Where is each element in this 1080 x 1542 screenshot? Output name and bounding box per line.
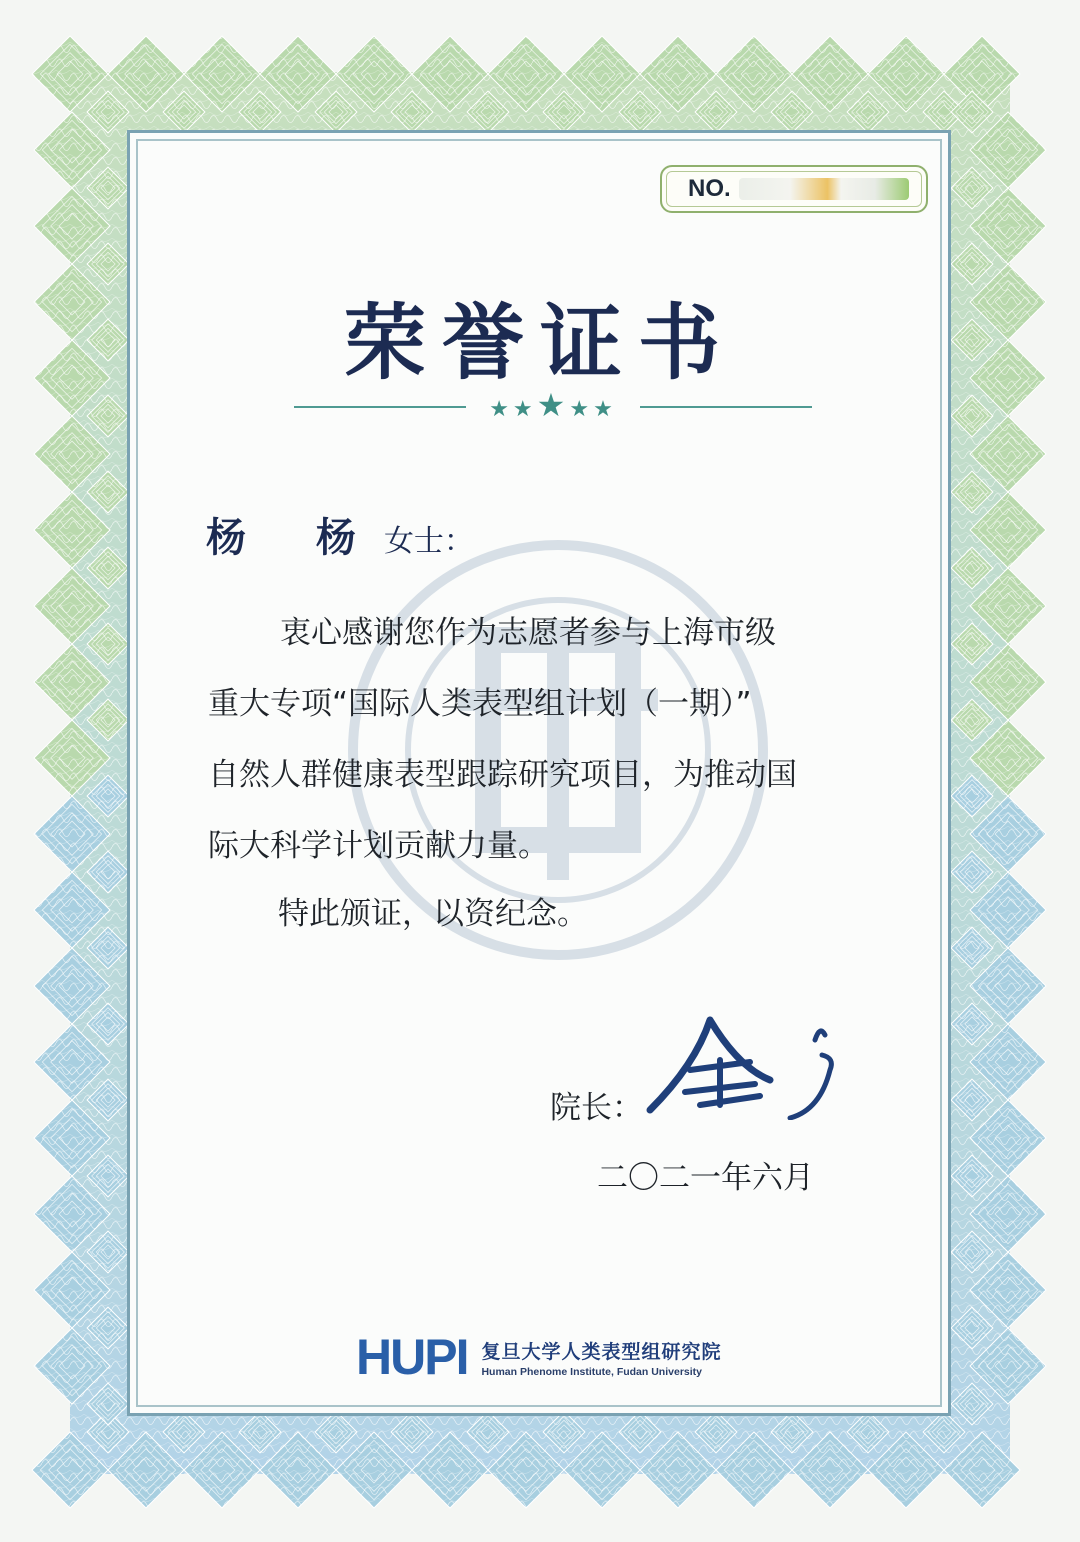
certificate-number-redacted [739,178,909,200]
body-line: 衷心感谢您作为志愿者参与上海市级 [280,615,776,651]
certificate-number-box [660,165,928,213]
star-icon: ★ [536,386,570,424]
president-label: 院长： [550,1090,643,1126]
star-icon: ★ [489,397,513,422]
institute-name-cn: 复旦大学人类表型组研究院 [481,1340,722,1363]
recipient-salutation [206,506,474,563]
certificate-closing: 特此颁证，以资纪念。 [278,896,588,932]
certificate-title: 荣誉证书 [343,295,736,391]
institute-logo-mark: HUPI [356,1329,468,1385]
divider-line-left [294,406,466,408]
divider-line-right [640,406,812,408]
institute-name-en: Human Phenome Institute, Fudan University [481,1365,702,1378]
star-icon: ★ [569,397,594,422]
body-line: 际大科学计划贡献力量。 [208,828,549,864]
body-line: 自然人群健康表型跟踪研究项目，为推动国 [208,757,797,793]
recipient-title: 女士： [383,524,474,559]
certificate-date: 二〇二一年六月 [597,1160,814,1196]
institute-name-block [481,1337,721,1378]
certificate-number-label: NO. [688,175,731,202]
institute-logo [356,1330,721,1384]
divider-stars [474,386,632,425]
certificate-body [208,598,858,882]
title-divider [294,386,812,424]
star-icon: ★ [512,397,537,422]
star-icon: ★ [593,397,617,422]
body-line: 重大专项“国际人类表型组计划（一期）” [208,686,752,722]
president-signature [630,1000,870,1120]
recipient-name: 杨 杨 [206,514,384,561]
